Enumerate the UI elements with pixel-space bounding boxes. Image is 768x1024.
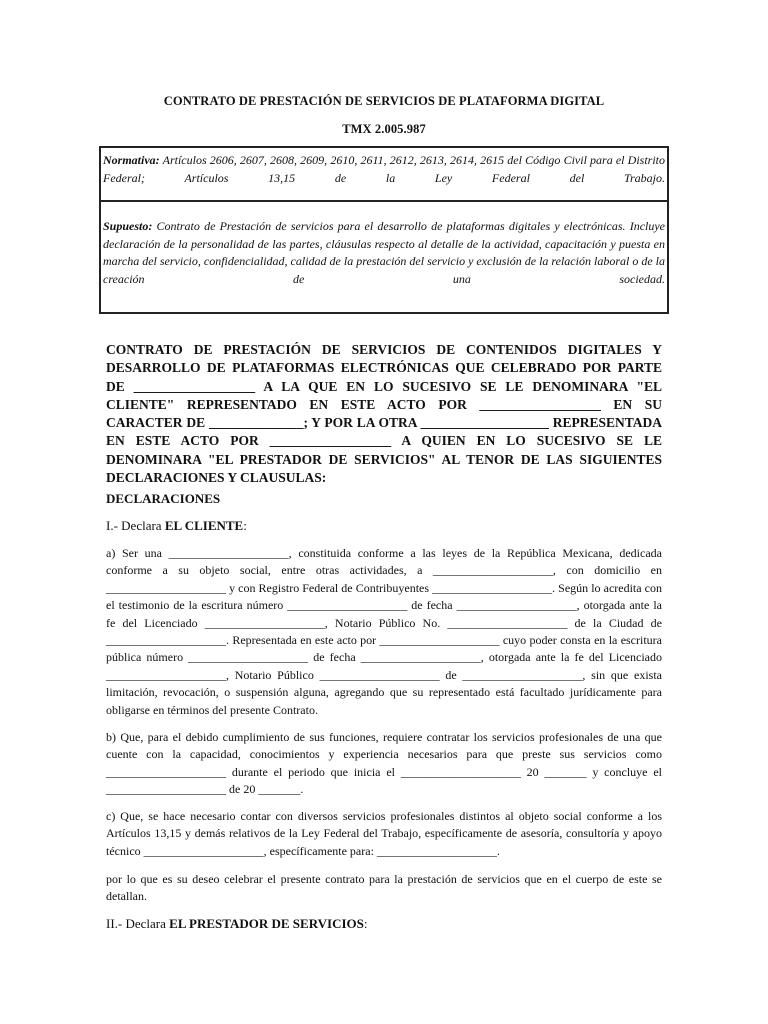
cliente-suffix: : — [243, 518, 247, 533]
paragraph-a: a) Ser una ____________________, constituida conforme a las leyes de la República Mexicana, dedicada conforme a su objeto social, entre otras actividades, a ____________________, con domicilio en ____________________ y con Registro Federal de Contribuyentes ____________________. Según lo acredita con el testimonio de la escritura número ____________________ de fecha ____________________, otorgada ante la fe del Licenciado ____________________, Notario Público No. ____________________ de la Ciudad de ____________________. Representada en este acto por ____________________ cuyo poder consta en la escritura pública número ____________________ de fecha ____________________, otorgada ante la fe del Licenciado ____________________, Notario Público ____________________ de ____________________, sin que exista limitación, revocación, o suspensión alguna, agregando que su representado está facultado jurídicamente para obligarse en términos del presente Contrato. — [106, 546, 662, 717]
document-code: TMX 2.005.987 — [342, 122, 426, 136]
cliente-prefix: I.- Declara — [106, 518, 165, 533]
supuesto-section — [103, 218, 665, 288]
paragraph-b: b) Que, para el debido cumplimiento de sus funciones, requiere contratar los servicios profesionales de una que cuente con la capacidad, conocimientos y experiencia necesarios para que preste sus servicios como ____________________ durante el periodo que inicia el ____________________ 20 _______ y concluye el ____________________ de 20 _______. — [106, 730, 662, 797]
contract-intro: CONTRATO DE PRESTACIÓN DE SERVICIOS DE CONTENIDOS DIGITALES Y DESARROLLO DE PLATAFORMAS ELECTRÓNICAS QUE CELEBRADO POR PARTE DE __________________ A LA QUE EN LO SUCESIVO SE LE DENOMINARA "EL CLIENTE" REPRESENTADO EN ESTE ACTO POR __________________ EN SU CARACTER DE ______________; Y POR LA OTRA ___________________ REPRESENTADA EN ESTE ACTO POR __________________ A QUIEN EN LO SUCESIVO SE LE DENOMINARA "EL PRESTADOR DE SERVICIOS" AL TENOR DE LAS SIGUIENTES DECLARACIONES Y CLAUSULAS: — [106, 342, 662, 486]
paragraph-d: por lo que es su deseo celebrar el presente contrato para la prestación de servicios que en el cuerpo de este se detallan. — [106, 872, 662, 904]
prestador-declaration-heading — [106, 916, 368, 932]
normativa-section — [103, 152, 665, 187]
normativa-text: Artículos 2606, 2607, 2608, 2609, 2610, 2611, 2612, 2613, 2614, 2615 del Código Civil para el Distrito Federal; Artículos 13,15 de la Ley Federal del Trabajo. — [103, 153, 665, 185]
normativa-label: Normativa: — [103, 153, 160, 167]
box-divider — [101, 200, 667, 202]
paragraph-c: c) Que, se hace necesario contar con diversos servicios profesionales distintos al objeto social conforme a los Artículos 13,15 y demás relativos de la Ley Federal del Trabajo, específicamente de asesoría, consultoría y apoyo técnico ____________________, específicamente para: ____________________. — [106, 809, 662, 858]
cliente-name: EL CLIENTE — [164, 518, 244, 533]
prestador-name: EL PRESTADOR DE SERVICIOS — [169, 916, 364, 931]
document-title: CONTRATO DE PRESTACIÓN DE SERVICIOS DE PLATAFORMA DIGITAL — [163, 94, 605, 108]
cliente-declaration-heading — [106, 518, 247, 534]
declaraciones-heading: DECLARACIONES — [106, 491, 221, 506]
prestador-suffix: : — [363, 916, 368, 931]
supuesto-label: Supuesto: — [103, 219, 153, 233]
summary-box — [99, 146, 669, 314]
supuesto-text: Contrato de Prestación de servicios para el desarrollo de plataformas digitales y electrónicas. Incluye declaración de la personalidad de las partes, cláusulas respecto al detalle de la actividad, capacitación y puesta en marcha del servicio, confidencialidad, calidad de la prestación del servicio y exclusión de la relación laboral o de la creación de una sociedad. — [103, 219, 666, 286]
prestador-prefix: II.- Declara — [106, 916, 170, 931]
